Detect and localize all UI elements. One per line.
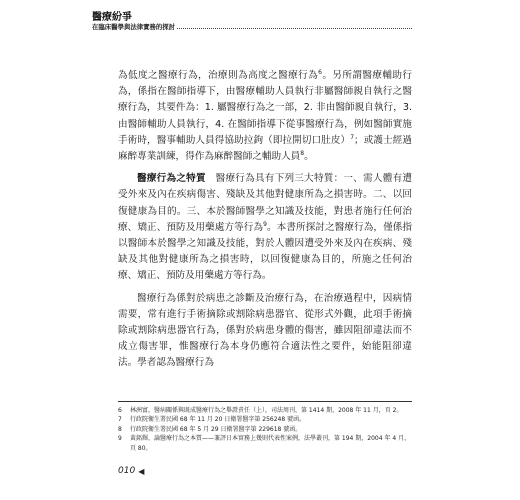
footnote-number: 9: [118, 435, 122, 443]
footnote: [118, 425, 412, 434]
paragraph-text: 。本書所探討之醫療行為，僅係指以醫師本於醫學之知識及技能，對於人體因遭受外來及內在疾病、殘缺及其他對健康所為之損害時，以回復健康為目的，所施之任何治療、矯正、預防及用藥處方等行為。: [118, 221, 413, 282]
footnote-number: 6: [118, 407, 122, 414]
footnote-text: 行政院衛生署民國 68 年 11 月 20 日衛署醫字第 256248 號函。: [130, 416, 306, 424]
paragraph-text: 。另所謂醫療輔助行為，係指在醫師指導下，由醫療輔助人員執行非屬醫師親自執行之醫療行為，其要件為：1. 屬醫療行為之一部，2. 非由醫師親自執行，3. 由醫師輔助人員執行，4. 在醫師指導下從事醫療行為，例如醫師實施手術時，醫事輔助人員得協助拉鉤（即拉開切口肚皮）: [118, 70, 413, 146]
running-header: [92, 12, 412, 31]
footnote-text: 黃銘輝，論醫療行為之本質——兼評日本實務上幾則代表性案例，法學叢刊，第 194 期，2004 年 4 月，頁 80。: [130, 435, 411, 452]
footnote-number: 8: [118, 425, 122, 433]
footnote-ref: 8: [300, 149, 305, 157]
footnote-ref: 9: [263, 220, 267, 228]
footnote-number: 7: [118, 416, 122, 424]
book-subtitle-row: [92, 23, 412, 31]
footnote-ref: 7: [350, 133, 355, 141]
footnote-ref: 6: [318, 68, 322, 76]
footnote: [118, 415, 412, 424]
header-dotted-rule: [177, 28, 412, 29]
footnote-text: 林洲富，醫病關係與既成醫療行為之舉證責任（上），司法周刊，第 1414 期，2008 年 11 月，頁 2。: [130, 407, 403, 414]
paragraph-text: ；或護士經過麻醉專業訓練，得作為麻醉醫師之輔助人員: [118, 134, 413, 163]
page-number: 010: [118, 466, 136, 476]
paragraph-text: 醫療行為具有下列三大特質：一、需人體有遭受外來及內在疾病傷害、殘缺及其他對健康所為之損害時。二、以回復健康為目的。三、本於醫師醫學之知識及技能，對患者施行任何治療、矯正、預防及用藥處方等行為: [118, 173, 413, 233]
page-footer: [118, 466, 144, 476]
paragraph-text: 。: [304, 151, 314, 163]
main-text: [118, 68, 412, 378]
page-marker-icon: ◀: [138, 466, 145, 476]
book-subtitle: 在臨床醫學與法律實務的探討: [92, 23, 176, 31]
footnote-text: 行政院衛生署民國 68 年 5 月 29 日衛署醫字第 229618 號函。: [130, 425, 302, 433]
paragraph-text: 為低度之醫療行為，治療則為高度之醫療行為: [118, 70, 319, 81]
footnote: [118, 434, 412, 453]
section-heading: 醫療行為之特質: [137, 173, 206, 185]
paragraph-text: 醫療行為係對於病患之診斷及治療行為，在治療過程中，因病情需要，常有進行手術摘除或割除病患器官、從形式外觀，此項手術摘除或割除病患器官行為，係對於病患身體的傷害，雖因阻卻違法而不成立傷害罪，惟醫療行為本身仍應符合適法性之要件，始能阻卻違法。學者認為醫療行為: [118, 292, 412, 369]
paragraph: [118, 171, 412, 284]
paragraph: [118, 291, 412, 372]
footnote: [118, 406, 412, 415]
footnotes: [118, 401, 412, 453]
paragraph: [118, 68, 412, 165]
book-title: 醫療紛爭: [92, 12, 132, 23]
